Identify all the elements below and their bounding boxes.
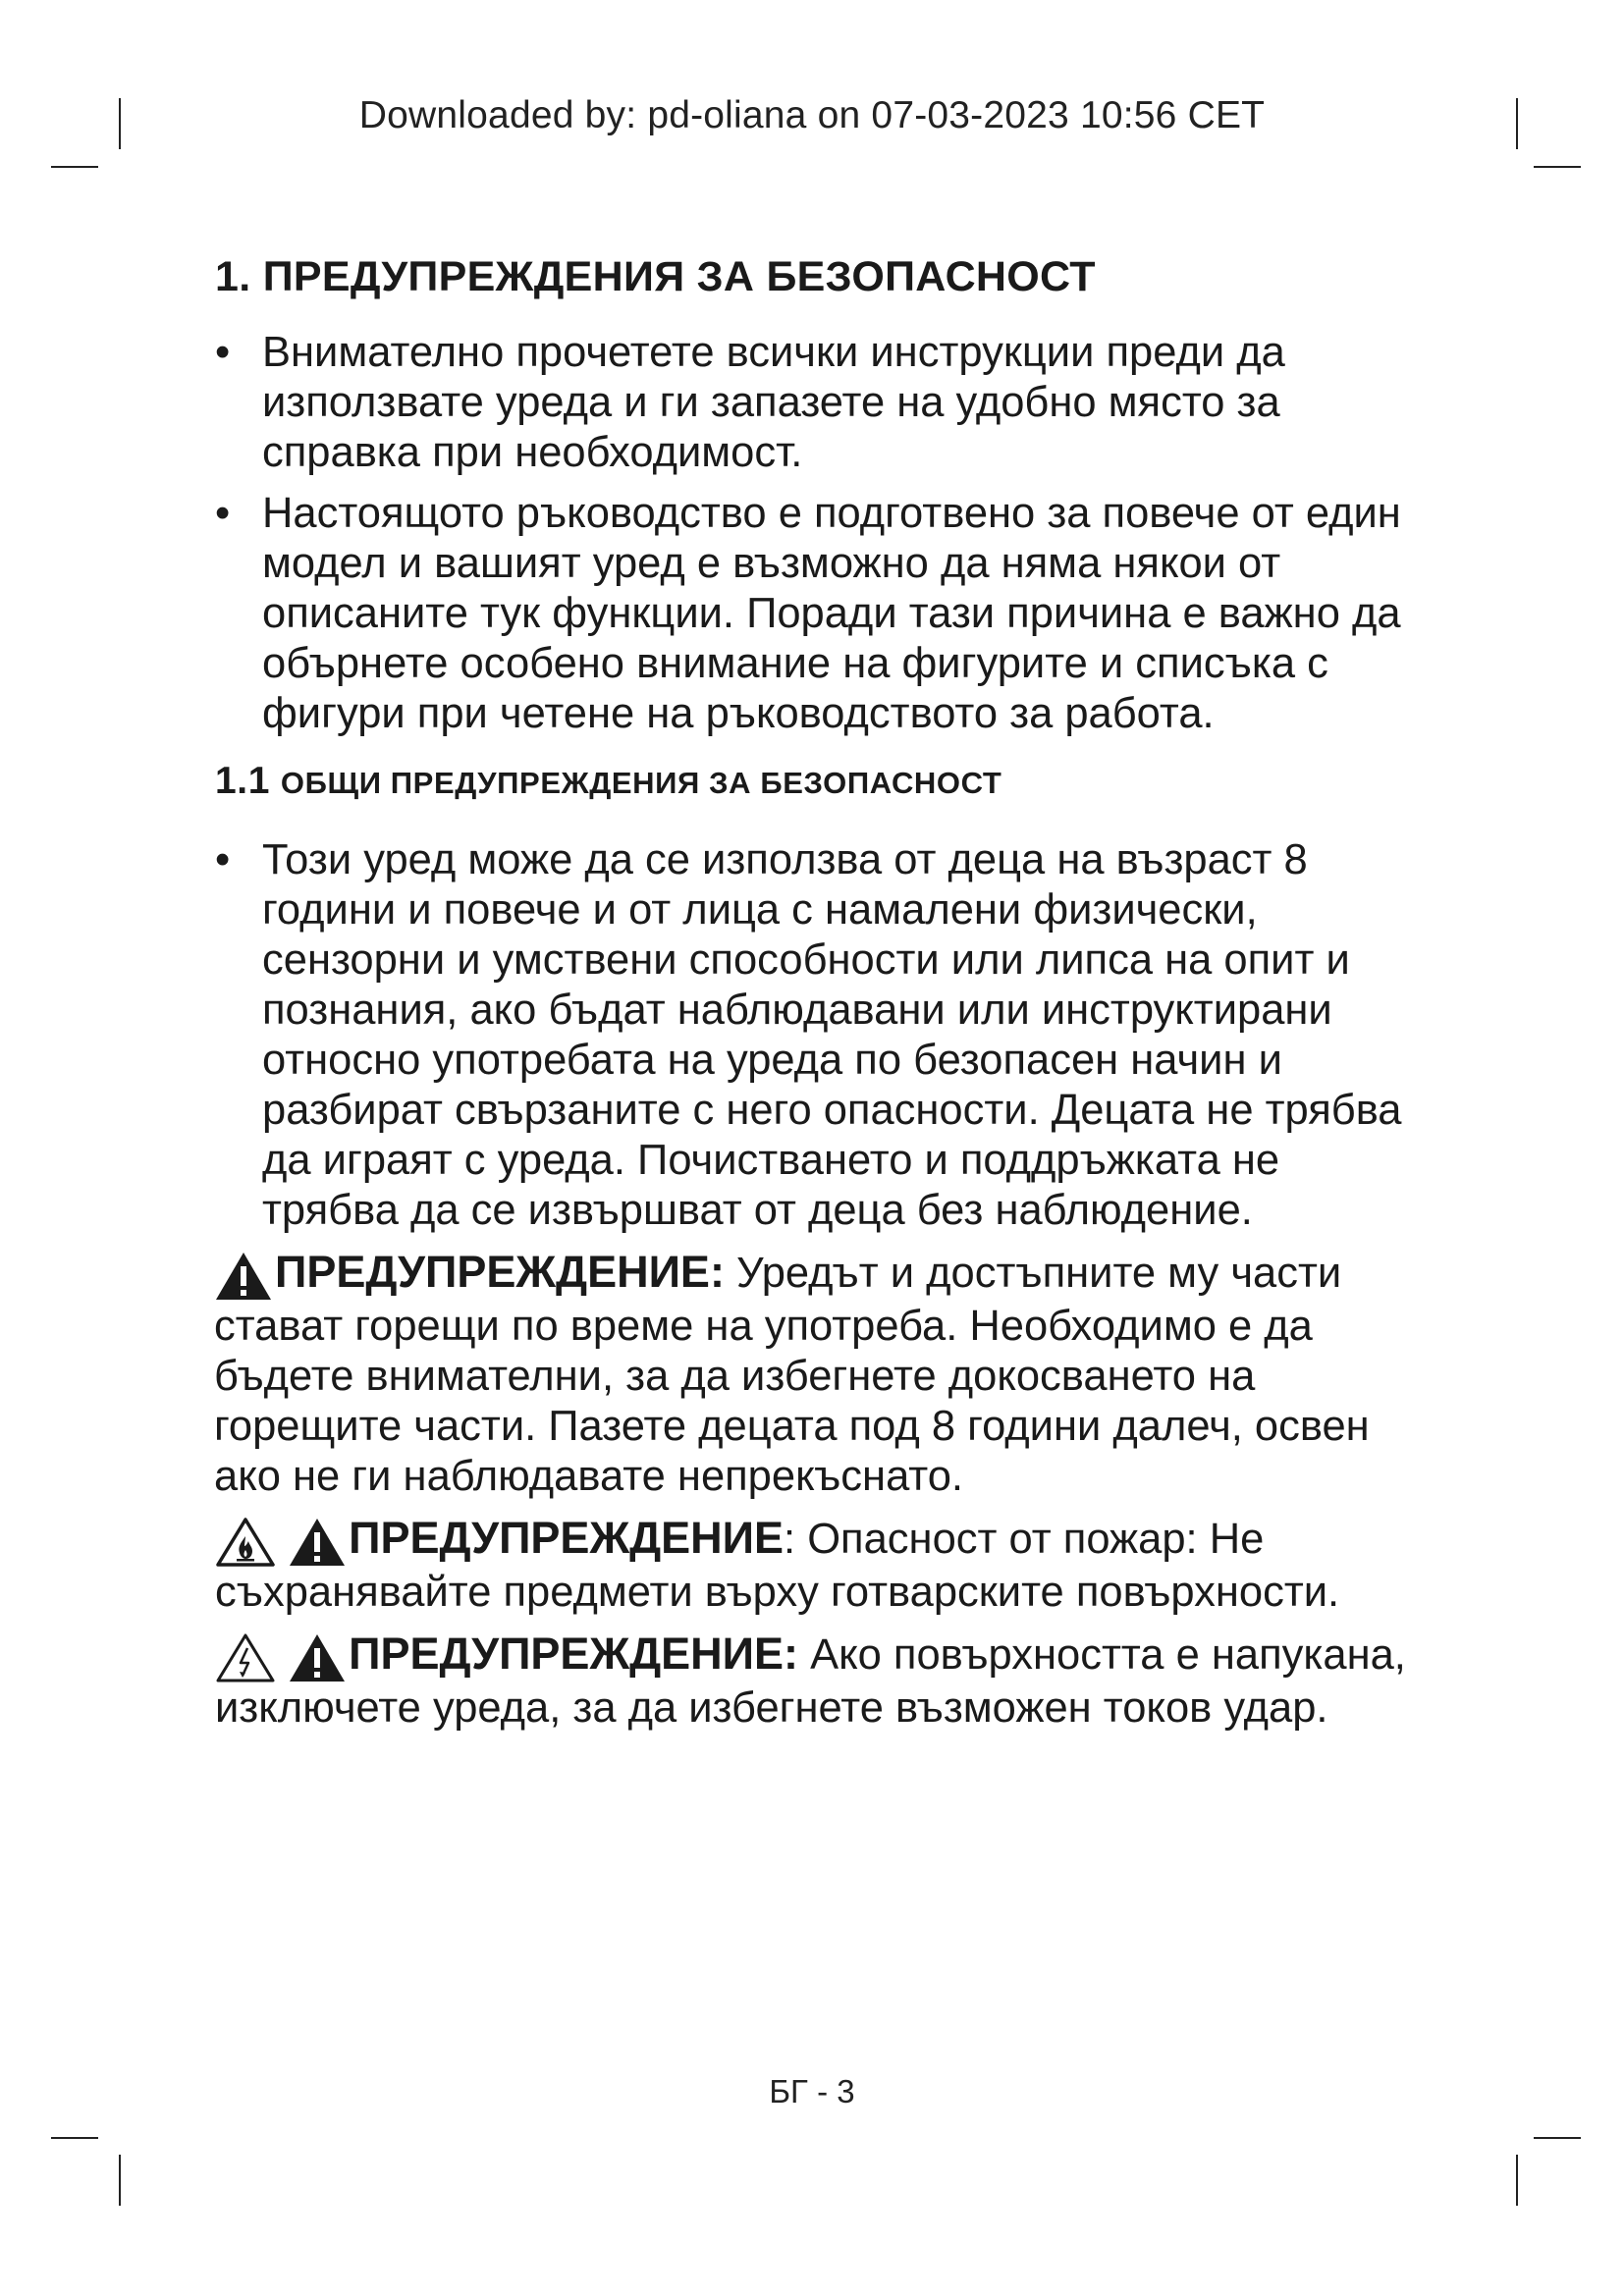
warning-label: ПРЕДУПРЕЖДЕНИЕ: <box>349 1629 799 1679</box>
list-item-text: Внимателно прочетете всички инструкции преди да използвате уреда и ги запазете на удобно място за справка при необходимост. <box>262 329 1285 476</box>
warning-icons <box>215 1632 347 1683</box>
crop-mark <box>1516 2155 1518 2206</box>
bullet-icon: • <box>215 490 231 537</box>
subsection-bullet-list <box>215 835 1428 1236</box>
warning-icons <box>214 1251 273 1302</box>
warning-paragraph <box>215 1513 1428 1618</box>
warning-icon <box>214 1251 273 1302</box>
warning-text: : Опасност от пожар: Не съхранявайте предмети върху готварските повърхности. <box>215 1516 1340 1616</box>
crop-mark <box>119 2155 121 2206</box>
fire-hazard-icon <box>215 1517 276 1568</box>
subsection-heading: ОБЩИ ПРЕДУПРЕЖДЕНИЯ ЗА БЕЗОПАСНОСТ <box>280 766 1002 800</box>
crop-mark <box>1534 166 1581 168</box>
list-item <box>215 328 1428 478</box>
list-item-text: Този уред може да се използва от деца на възраст 8 години и повече и от лица с намалени физически, сензорни и умствени способности или липса на опит и познания, ако бъдат наблюдавани или инструктирани относно употребата на уреда по безопасен начин и разбират свързаните с него опасности. Децата не трябва да играят с уреда. Почистването и поддръжката не трябва да се извършват от деца без наблюдение. <box>262 836 1402 1234</box>
warning-label: ПРЕДУПРЕЖДЕНИЕ: <box>275 1247 725 1297</box>
warning-label: ПРЕДУПРЕЖДЕНИЕ <box>349 1513 785 1563</box>
list-item <box>215 489 1428 739</box>
crop-mark <box>51 166 98 168</box>
bullet-icon: • <box>215 329 231 376</box>
warning-paragraph <box>214 1247 1428 1502</box>
subsection-title <box>215 757 1428 808</box>
warning-text: Ако повърхността е напукана, изключете уреда, за да избегнете възможен токов удар. <box>215 1631 1406 1732</box>
crop-mark <box>1534 2137 1581 2139</box>
section-title: 1. ПРЕДУПРЕЖДЕНИЯ ЗА БЕЗОПАСНОСТ <box>215 253 1096 300</box>
page-number: БГ - 3 <box>769 2073 855 2109</box>
list-item-text: Настоящото ръководство е подготвено за повече от един модел и вашият уред е възможно да няма някои от описаните тук функции. Поради тази причина е важно да обърнете особено внимание на фигурите и списъка с фигури при четене на ръководството за работа. <box>262 490 1401 737</box>
crop-mark <box>51 2137 98 2139</box>
download-info: Downloaded by: pd-oliana on 07-03-2023 10:56 CET <box>358 94 1266 136</box>
warning-paragraph <box>215 1629 1428 1734</box>
warning-icon <box>288 1517 347 1568</box>
warning-text: Уредът и достъпните му части стават горещи по време на употреба. Необходимо е да бъдете внимателни, за да избегнете докосването на горещите части. Пазете децата под 8 години далеч, освен ако не ги наблюдавате непрекъснато. <box>214 1250 1370 1500</box>
list-item <box>215 835 1428 1236</box>
warning-icon <box>288 1632 347 1683</box>
bullet-icon: • <box>215 836 231 883</box>
document-body <box>215 247 1428 1744</box>
section-bullet-list <box>215 328 1428 739</box>
subsection-number: 1.1 <box>215 760 271 802</box>
warning-icons <box>215 1517 347 1568</box>
electric-hazard-icon <box>215 1632 276 1683</box>
